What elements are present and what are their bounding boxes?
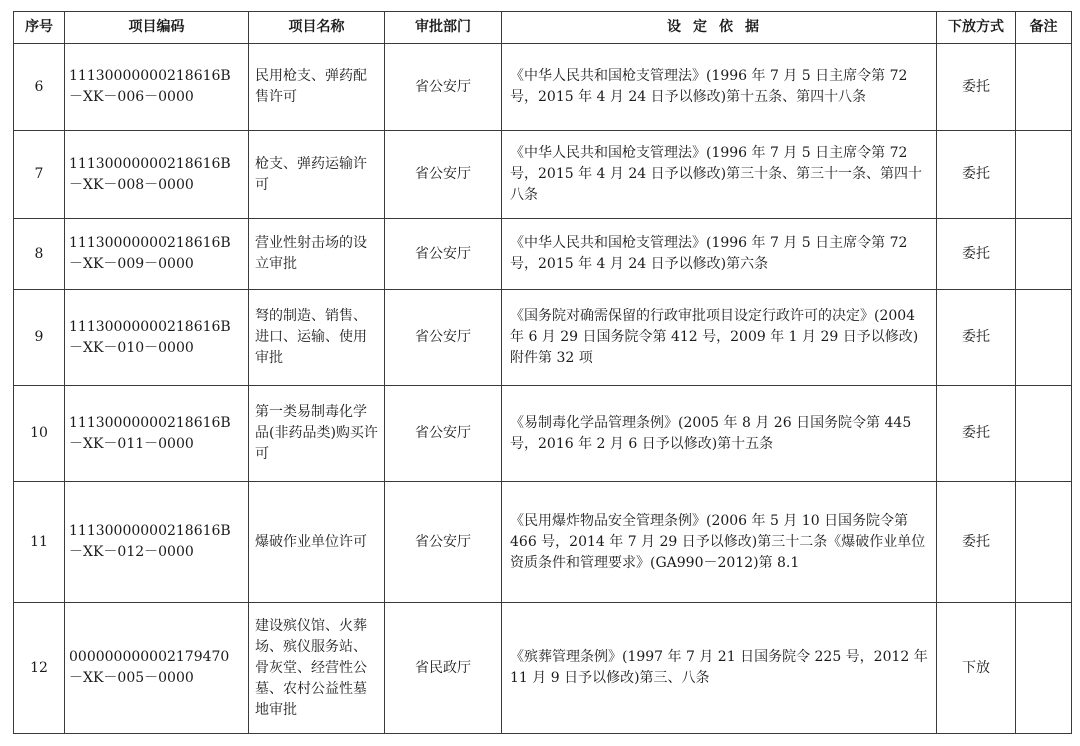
table-row [14, 290, 1072, 386]
row-basis: 《中华人民共和国枪支管理法》(1996 年 7 月 5 日主席令第 72 号，2015 年 4 月 24 日予以修改)第六条 [502, 219, 937, 290]
row-method: 委托 [937, 482, 1016, 603]
row-method: 委托 [937, 44, 1016, 131]
row-code-line1: 11130000000218616B [69, 235, 231, 251]
row-basis: 《易制毒化学品管理条例》(2005 年 8 月 26 日国务院令第 445 号，2016 年 2 月 6 日予以修改)第十五条 [502, 386, 937, 482]
row-code [65, 386, 249, 482]
row-code-line1: 11130000000218616B [69, 155, 231, 172]
row-basis: 《中华人民共和国枪支管理法》(1996 年 7 月 5 日主席令第 72 号，2015 年 4 月 24 日予以修改)第三十条、第三十一条、第四十八条 [502, 131, 937, 219]
row-seq: 12 [14, 603, 65, 734]
row-method: 委托 [937, 131, 1016, 219]
row-note [1016, 386, 1072, 482]
table-row [14, 219, 1072, 290]
row-note [1016, 482, 1072, 603]
row-basis: 《殡葬管理条例》(1997 年 7 月 21 日国务院令 225 号，2012 年 11 月 9 日予以修改)第三、八条 [502, 603, 937, 734]
header-code: 项目编码 [65, 12, 249, 44]
row-code-line2: －XK－005－0000 [69, 670, 194, 686]
header-method: 下放方式 [937, 12, 1016, 44]
row-code [65, 131, 249, 219]
row-code [65, 219, 249, 290]
row-method: 下放 [937, 603, 1016, 734]
row-code-line2: －XK－006－0000 [69, 89, 194, 105]
row-code [65, 603, 249, 734]
table-row [14, 131, 1072, 219]
row-basis: 《民用爆炸物品安全管理条例》(2006 年 5 月 10 日国务院令第 466 号，2014 年 7 月 29 日予以修改)第三十二条《爆破作业单位资质条件和管理要求》(GA990－2012)第 8.1 [502, 482, 937, 603]
row-code-line1: 11130000000218616B [69, 523, 231, 539]
row-basis: 《国务院对确需保留的行政审批项目设定行政许可的决定》(2004 年 6 月 29 日国务院令第 412 号，2009 年 1 月 29 日予以修改)附件第 32 项 [502, 290, 937, 386]
table-row [14, 44, 1072, 131]
row-code-line2: －XK－011－0000 [69, 435, 194, 452]
header-name: 项目名称 [249, 12, 385, 44]
row-name: 建设殡仪馆、火葬场、殡仪服务站、骨灰堂、经营性公墓、农村公益性墓地审批 [249, 603, 385, 734]
row-seq: 10 [14, 386, 65, 482]
row-dept: 省民政厅 [385, 603, 502, 734]
row-name: 爆破作业单位许可 [249, 482, 385, 603]
header-basis: 设定依据 [502, 12, 937, 44]
row-seq: 7 [14, 131, 65, 219]
header-seq: 序号 [14, 12, 65, 44]
row-code-line2: －XK－012－0000 [69, 544, 194, 560]
row-code-line1: 11130000000218616B [69, 414, 231, 431]
row-note [1016, 603, 1072, 734]
row-seq: 11 [14, 482, 65, 603]
row-basis: 《中华人民共和国枪支管理法》(1996 年 7 月 5 日主席令第 72 号，2015 年 4 月 24 日予以修改)第十五条、第四十八条 [502, 44, 937, 131]
header-note: 备注 [1016, 12, 1072, 44]
row-note [1016, 44, 1072, 131]
row-seq: 9 [14, 290, 65, 386]
row-name: 第一类易制毒化学品(非药品类)购买许可 [249, 386, 385, 482]
row-method: 委托 [937, 386, 1016, 482]
row-dept: 省公安厅 [385, 482, 502, 603]
table-row [14, 386, 1072, 482]
row-dept: 省公安厅 [385, 44, 502, 131]
row-method: 委托 [937, 219, 1016, 290]
row-name: 弩的制造、销售、进口、运输、使用审批 [249, 290, 385, 386]
approval-items-table [13, 11, 1072, 734]
row-code [65, 44, 249, 131]
table-header-row [14, 12, 1072, 44]
table-row [14, 603, 1072, 734]
row-method: 委托 [937, 290, 1016, 386]
row-note [1016, 131, 1072, 219]
table-row [14, 482, 1072, 603]
row-seq: 6 [14, 44, 65, 131]
row-name: 民用枪支、弹药配售许可 [249, 44, 385, 131]
row-name: 枪支、弹药运输许可 [249, 131, 385, 219]
row-seq: 8 [14, 219, 65, 290]
row-code-line1: 11130000000218616B [69, 318, 231, 335]
row-code [65, 290, 249, 386]
header-dept: 审批部门 [385, 12, 502, 44]
row-code [65, 482, 249, 603]
row-code-line2: －XK－008－0000 [69, 176, 194, 193]
row-dept: 省公安厅 [385, 219, 502, 290]
row-code-line2: －XK－009－0000 [69, 256, 194, 272]
row-code-line2: －XK－010－0000 [69, 339, 194, 356]
row-note [1016, 290, 1072, 386]
row-dept: 省公安厅 [385, 386, 502, 482]
row-code-line1: 000000000002179470 [69, 649, 230, 665]
row-name: 营业性射击场的设立审批 [249, 219, 385, 290]
row-dept: 省公安厅 [385, 131, 502, 219]
row-dept: 省公安厅 [385, 290, 502, 386]
row-note [1016, 219, 1072, 290]
row-code-line1: 11130000000218616B [69, 68, 231, 84]
document-sheet [13, 11, 1071, 735]
